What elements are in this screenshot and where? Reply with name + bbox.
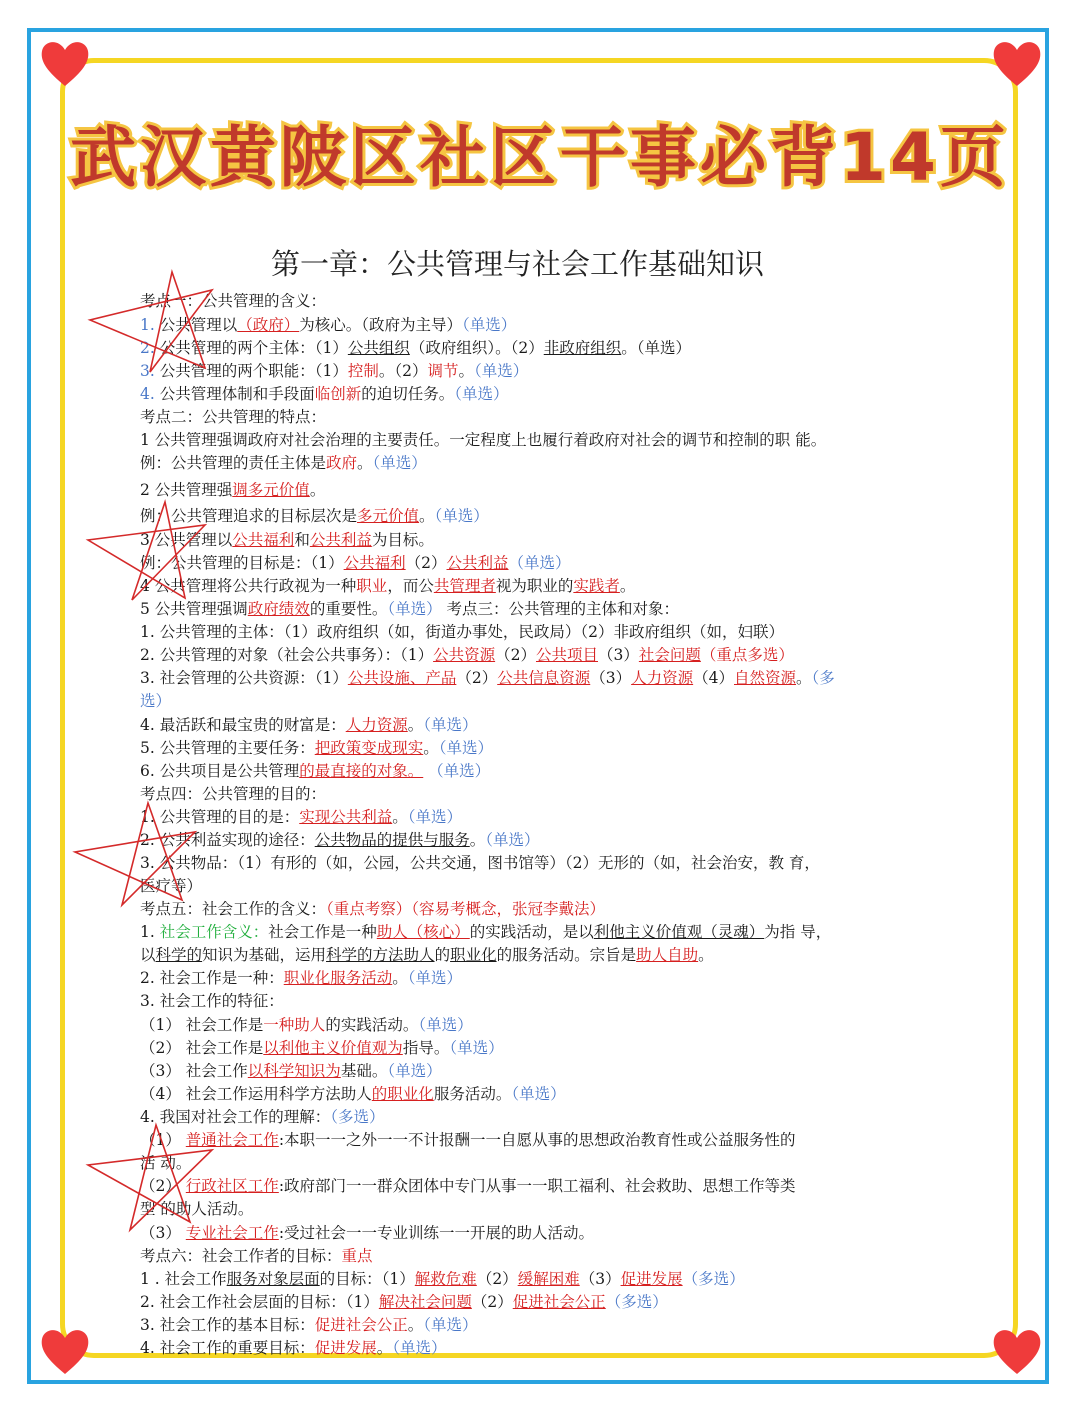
text-run: 的目标：（1） xyxy=(319,1270,415,1288)
text-run: 。 xyxy=(796,669,812,687)
text-run: 解救危难 xyxy=(414,1270,477,1288)
text-run: 4. xyxy=(140,385,155,403)
text-run: 。 xyxy=(419,507,435,525)
text-run: （单选） xyxy=(434,507,489,525)
text-run: （2） xyxy=(140,1177,186,1195)
text-line xyxy=(140,479,325,501)
text-run: 职业化 xyxy=(450,946,497,964)
text-run: 服务对象层面 xyxy=(226,1270,320,1288)
text-run: 的实践活动，是以 xyxy=(469,923,594,941)
text-run: （单选） xyxy=(418,1016,473,1034)
text-line xyxy=(140,314,516,336)
text-run: 调节 xyxy=(427,362,459,380)
text-run: （单选） xyxy=(423,1316,478,1334)
text-run: 利他主义价值观（灵魂） xyxy=(593,923,765,941)
text-run: 促进发展 xyxy=(314,1339,377,1357)
chapter-title: 第一章：公共管理与社会工作基础知识 xyxy=(270,247,764,281)
text-line xyxy=(140,1291,668,1313)
text-run: 公共利益 xyxy=(309,531,372,549)
text-line xyxy=(140,783,326,805)
text-run: 公共管理的两个主体：（1） xyxy=(154,339,348,357)
text-run: 助人（核心） xyxy=(376,923,470,941)
text-run: 2. 公共管理的对象（社会公共事务）：（1） xyxy=(140,646,434,664)
text-line xyxy=(140,1152,191,1174)
text-run: （重点考察）（容易考概念，张冠李戴法） xyxy=(326,900,606,918)
text-run: 职业化服务活动 xyxy=(283,969,393,987)
text-run: （单选） xyxy=(511,1085,566,1103)
text-run: 考点一：公共管理的含义： xyxy=(140,292,327,310)
text-run: 。 xyxy=(309,481,326,499)
text-run: 。（2） xyxy=(378,362,428,380)
text-line xyxy=(140,714,478,736)
text-run: 助人自助 xyxy=(636,946,699,964)
text-line xyxy=(140,1037,504,1059)
text-run: 。 xyxy=(392,969,408,987)
text-line xyxy=(140,452,427,474)
text-run: 3. 社会工作的基本目标： xyxy=(140,1316,315,1334)
text-run: 的实践活动。 xyxy=(325,1016,419,1034)
text-run: 行政社区工作 xyxy=(185,1177,279,1195)
text-run: 2. 社会工作是一种： xyxy=(140,969,284,987)
text-run: 。（单选） xyxy=(621,339,692,357)
text-line xyxy=(140,667,835,689)
text-run: （政府） xyxy=(237,316,300,334)
text-run: （2） xyxy=(476,1270,518,1288)
text-line xyxy=(140,406,326,428)
text-run: 人力资源 xyxy=(345,716,408,734)
text-run: 公共管理的两个职能：（1） xyxy=(154,362,348,380)
text-run: 指导。 xyxy=(402,1039,450,1057)
text-run: （单选） xyxy=(407,808,463,826)
text-run: （单选） xyxy=(462,316,517,334)
text-run: 3. 社会工作的特征： xyxy=(140,992,284,1010)
text-line xyxy=(140,1175,796,1197)
text-line xyxy=(140,1014,473,1036)
text-run: 公共信息资源 xyxy=(497,669,591,687)
text-line xyxy=(140,1245,373,1267)
text-line xyxy=(140,1222,594,1244)
text-run: （单选） xyxy=(407,969,463,987)
text-run: （单选） xyxy=(474,362,529,380)
text-run: （3） xyxy=(140,1224,186,1242)
text-run: 1. xyxy=(140,923,160,941)
text-run: 一种助人 xyxy=(263,1016,326,1034)
text-run: 控制 xyxy=(347,362,379,380)
text-run: 。 xyxy=(407,716,424,734)
text-run: :政府部门一一群众团体中专门从事一一职工福利、社会救助、思想工作等类 xyxy=(278,1177,796,1195)
text-run: 型 的助人活动。 xyxy=(140,1200,254,1218)
text-run: 政府绩效 xyxy=(247,600,310,618)
text-run: 。 xyxy=(392,808,408,826)
text-line xyxy=(140,290,326,312)
text-run: （3） xyxy=(590,669,632,687)
text-run: （2） xyxy=(495,646,536,664)
text-run: 视为职业的 xyxy=(495,577,574,595)
text-run: 2. 社会工作社会层面的目标：（1） xyxy=(140,1293,379,1311)
text-run: （政府组织）。（2） xyxy=(409,339,544,357)
text-run: 知识为基础，运用 xyxy=(202,946,327,964)
text-line xyxy=(140,429,826,451)
text-run: （2） 社会工作是 xyxy=(140,1039,264,1057)
text-run: 1 . 社会工作 xyxy=(140,1270,227,1288)
text-run: 公共物品的提供与服务 xyxy=(314,831,470,849)
text-run: 普通社会工作 xyxy=(185,1131,279,1149)
text-line xyxy=(140,1060,442,1082)
text-run: 社会工作含义： xyxy=(159,923,269,941)
text-run: 人力资源 xyxy=(631,669,694,687)
text-run: :受过社会一一专业训练一一开展的助人活动。 xyxy=(278,1224,595,1242)
text-run: 以利他主义价值观为 xyxy=(263,1039,403,1057)
text-run: 实践者 xyxy=(573,577,620,595)
text-line xyxy=(140,505,489,527)
text-line xyxy=(140,575,635,597)
text-run: 的最直接的对象。 xyxy=(299,762,424,780)
text-run: 3 公共管理以 xyxy=(140,531,233,549)
text-run: 3. 社会管理的公共资源：（1） xyxy=(140,669,348,687)
text-run: 的职业化 xyxy=(371,1085,434,1103)
text-run: （重点多选） xyxy=(700,646,794,664)
text-line xyxy=(140,690,171,712)
text-line xyxy=(140,921,831,943)
text-run: 多元价值 xyxy=(357,507,420,525)
text-run: 促进社会公正 xyxy=(314,1316,408,1334)
text-run: 公共福利 xyxy=(343,554,406,572)
text-run: 促进社会公正 xyxy=(512,1293,606,1311)
text-line xyxy=(140,967,462,989)
text-run: 2 公共管理强 xyxy=(140,481,233,499)
text-run: （多选） xyxy=(605,1293,668,1311)
text-run: （3） xyxy=(598,646,639,664)
text-line xyxy=(140,383,509,405)
text-run: （单选） xyxy=(508,554,571,572)
text-line xyxy=(140,1198,253,1220)
text-line xyxy=(140,852,820,874)
text-run: （单选） xyxy=(485,831,540,849)
text-run: 。 xyxy=(423,739,439,757)
text-run: 临创新 xyxy=(314,385,362,403)
text-line xyxy=(140,806,462,828)
text-run: 公共组织 xyxy=(347,339,410,357)
text-run: 1. 公共管理的目的是： xyxy=(140,808,300,826)
text-run: （单选） xyxy=(454,385,509,403)
text-run: 例：公共管理追求的目标层次是 xyxy=(140,507,358,525)
text-run: 职业 xyxy=(356,577,388,595)
text-run: 缓解困难 xyxy=(517,1270,580,1288)
text-run: （单选） xyxy=(438,739,494,757)
text-run: 服务 xyxy=(433,1085,465,1103)
text-run: 1 公共管理强调政府对社会治理的主要责任。一定程度上也履行着政府对社会的调节和控制的职 能。 xyxy=(140,431,827,449)
text-run: （多选） xyxy=(330,1108,385,1126)
text-run: （单选） xyxy=(449,1039,504,1057)
text-run: 公共资源 xyxy=(433,646,496,664)
text-run: 自然资源 xyxy=(734,669,797,687)
text-run: 为目标。 xyxy=(371,531,434,549)
text-run: 公共设施、产品 xyxy=(347,669,457,687)
text-run: 2. xyxy=(140,339,155,357)
text-line xyxy=(140,1083,566,1105)
text-run: 公共管理体制和手段面 xyxy=(154,385,315,403)
text-run: 的迫切任务。 xyxy=(361,385,455,403)
text-line xyxy=(140,898,605,920)
text-run: 政府 xyxy=(326,454,358,472)
text-line xyxy=(140,1129,796,1151)
text-line xyxy=(140,990,284,1012)
text-run: （单选） xyxy=(392,1339,447,1357)
text-line xyxy=(140,875,202,897)
text-line xyxy=(140,944,714,966)
text-line xyxy=(140,1337,447,1359)
text-run: 为指 导， xyxy=(764,923,832,941)
text-line xyxy=(140,529,434,551)
text-run: 1. xyxy=(140,316,155,334)
heart-icon xyxy=(38,38,92,88)
text-run: 促进发展 xyxy=(620,1270,683,1288)
text-run: 2. 公共利益实现的途径： xyxy=(140,831,315,849)
text-run: ，而公 xyxy=(387,577,434,595)
text-line xyxy=(140,1314,478,1336)
text-run: （2） xyxy=(405,554,447,572)
text-run: 。 xyxy=(698,946,714,964)
text-run: 为核心。（政府为主导） xyxy=(299,316,463,334)
text-run: （1） xyxy=(140,1131,186,1149)
text-run: （1） 社会工作是 xyxy=(140,1016,264,1034)
text-line xyxy=(140,644,794,666)
text-line xyxy=(140,360,528,382)
text-line xyxy=(140,1106,384,1128)
text-run: 的重要性。 xyxy=(309,600,388,618)
text-run: 的 xyxy=(434,946,451,964)
text-run: 4. 我国对社会工作的理解： xyxy=(140,1108,331,1126)
text-run: （4） xyxy=(693,669,734,687)
text-run: 活动。 xyxy=(464,1085,512,1103)
text-run: （多 xyxy=(811,669,835,687)
text-run: 4 公共管理将公共行政视为一种 xyxy=(140,577,357,595)
text-run: 以 xyxy=(140,946,156,964)
text-run: （3） 社会工作 xyxy=(140,1062,248,1080)
text-run: 公共管理以 xyxy=(154,316,238,334)
text-run: （单选） xyxy=(387,600,442,618)
heart-icon xyxy=(990,38,1044,88)
text-line xyxy=(140,760,490,782)
text-run: 选） xyxy=(140,692,172,710)
text-run: 3. 公共物品：（1）有形的（如，公园，公共交通，图书馆等）（2）无形的（如，社会治安，教 育， xyxy=(140,854,820,872)
text-run: （多选） xyxy=(682,1270,745,1288)
text-run: 4. 最活跃和最宝贵的财富是： xyxy=(140,716,346,734)
text-run: :本职一一之外一一不计报酬一一自愿从事的思想政治教育性或公益服务性的 xyxy=(278,1131,796,1149)
text-line xyxy=(140,337,691,359)
text-run: 社会问题 xyxy=(638,646,701,664)
text-run: （4） 社会工作运用科学方法助人 xyxy=(140,1085,372,1103)
text-run: 例：公共管理的责任主体是 xyxy=(140,454,327,472)
text-run: 实现公共利益 xyxy=(299,808,393,826)
text-run: 活 动。 xyxy=(140,1154,192,1172)
text-run: 3. xyxy=(140,362,155,380)
text-run: 科学的 xyxy=(155,946,203,964)
text-run: 把政策变成现实 xyxy=(314,739,424,757)
text-run: 考点六：社会工作者的目标： xyxy=(140,1247,342,1265)
text-run: 共管理者 xyxy=(433,577,496,595)
text-run: （单选） xyxy=(372,454,427,472)
text-run: 公共福利 xyxy=(232,531,295,549)
text-run: 例：公共管理的目标是：（1） xyxy=(140,554,344,572)
text-line xyxy=(140,598,679,620)
text-run: 社会工作是一种 xyxy=(268,923,377,941)
text-run: 4. 社会工作的重要目标： xyxy=(140,1339,315,1357)
text-line xyxy=(140,737,493,759)
text-run: 5 公共管理强调 xyxy=(140,600,248,618)
text-run: 调多元价值 xyxy=(232,481,310,499)
text-run: 非政府组织 xyxy=(543,339,622,357)
text-run: （单选） xyxy=(428,762,491,780)
text-run: 解决社会问题 xyxy=(378,1293,472,1311)
text-run: 考点三：公共管理的主体和对象： xyxy=(441,600,680,618)
text-run: 考点二：公共管理的特点： xyxy=(140,408,327,426)
text-run: （2） xyxy=(471,1293,513,1311)
text-run: 6. 公共项目是公共管理 xyxy=(140,762,300,780)
text-run: 考点四：公共管理的目的： xyxy=(140,785,327,803)
text-run: 。 xyxy=(357,454,373,472)
heart-icon xyxy=(990,1326,1044,1376)
text-run: 。 xyxy=(407,1316,424,1334)
text-run: （2） xyxy=(456,669,498,687)
text-run: 1. 公共管理的主体：（1）政府组织（如，街道办事处，民政局）（2）非政府组织（如，妇联） xyxy=(140,623,784,641)
text-run: 的服务活动。宗旨是 xyxy=(496,946,637,964)
heart-icon xyxy=(38,1326,92,1376)
text-run: 科学的方法助人 xyxy=(326,946,435,964)
text-run: 。 xyxy=(469,831,486,849)
text-run: 公共利益 xyxy=(446,554,509,572)
text-line xyxy=(140,621,784,643)
text-run: （单选） xyxy=(423,716,478,734)
text-run: 重点 xyxy=(341,1247,373,1265)
text-run: 考点五：社会工作的含义： xyxy=(140,900,327,918)
text-run: 。 xyxy=(458,362,475,380)
text-line xyxy=(140,552,571,574)
text-run: 。 xyxy=(376,1339,393,1357)
text-run: 专业社会工作 xyxy=(185,1224,279,1242)
text-run: 。 xyxy=(619,577,636,595)
text-run: 公共项目 xyxy=(535,646,598,664)
text-run: 5. 公共管理的主要任务： xyxy=(140,739,315,757)
text-line xyxy=(140,829,540,851)
text-run: （单选） xyxy=(387,1062,442,1080)
text-run: 基础。 xyxy=(340,1062,388,1080)
text-run: 和 xyxy=(294,531,310,549)
text-run: 医疗等） xyxy=(140,877,203,895)
text-run: （3） xyxy=(579,1270,621,1288)
text-run: 以科学知识为 xyxy=(247,1062,341,1080)
text-line xyxy=(140,1268,745,1290)
banner-title-outline: 武汉黄陂区社区干事必背14页 xyxy=(70,119,1010,196)
